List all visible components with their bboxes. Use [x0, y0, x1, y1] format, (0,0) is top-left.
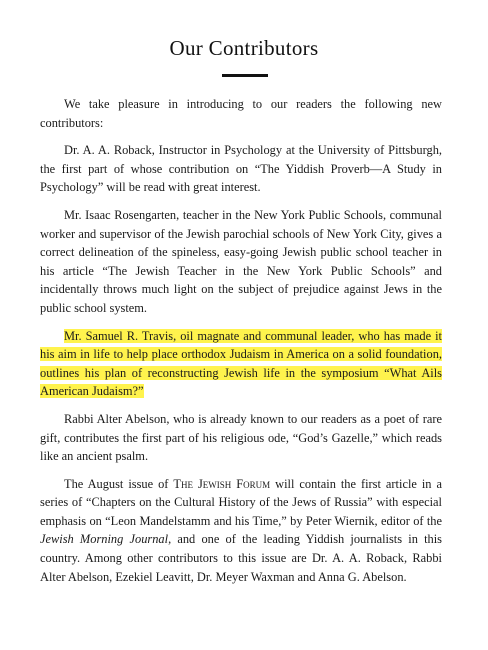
paragraph-rosengarten-text: Mr. Isaac Rosengarten, teacher in the New York Public Schools, communal worker and supervisor of the Jewish parochial schools of New York City, gives a correct delineation of the spineless, easy-going Jewish public school teacher in his article “The Jewish Teacher in the New York Public Schools” and incidentally throws much light on the subject of prejudice against Jews in the public school system.	[40, 207, 442, 315]
highlighted-text: Mr. Samuel R. Travis, oil magnate and communal leader, who has made it his aim in life to help place orthodox Judaism in America on a solid foundation, outlines his plan of reconstructing Jewish life in the symposium “What Ails American Judaism?”	[40, 328, 442, 399]
title-rule-divider	[222, 74, 268, 77]
paragraph-intro-text: We take pleasure in introducing to our readers the following new contributors:	[40, 97, 442, 130]
paragraph-august-text-before: The August issue of	[64, 476, 174, 491]
page-title: Our Contributors	[169, 36, 319, 60]
magazine-name: The Jewish Forum	[173, 476, 271, 491]
paragraph-travis-highlighted	[40, 327, 442, 401]
paragraph-intro	[40, 95, 442, 132]
paragraph-abelson-text: Rabbi Alter Abelson, who is already known to our readers as a poet of rare gift, contributes the first part of his religious ode, “God’s Gazelle,” which reads like an ancient psalm.	[40, 411, 442, 464]
paragraph-abelson	[40, 410, 442, 466]
paragraph-rosengarten	[40, 206, 442, 318]
newspaper-name: Jewish Morning Journal	[40, 532, 169, 547]
paragraph-august-text-middle: will contain the first article in a series of “Chapters on the Cultural History of the Jews of Russia” with especial emphasis on “Leon Mandelstamm and his Time,” by Peter Wiernik, editor of the	[40, 476, 442, 528]
article-body	[40, 95, 442, 595]
paragraph-roback	[40, 141, 442, 197]
paragraph-august-text-after: , and one of the leading Yiddish journalists in this country. Among other contributors to this issue are Dr. A. A. Roback, Rabbi Alter Abelson, Ezekiel Leavitt, Dr. Meyer Waxman and Anna G. Abelson.	[40, 532, 442, 584]
paragraph-august-issue	[40, 475, 442, 587]
paragraph-roback-text: Dr. A. A. Roback, Instructor in Psychology at the University of Pittsburgh, the first part of whose contribution on “The Yiddish Proverb—A Study in Psychology” will be read with great interest.	[40, 143, 442, 195]
